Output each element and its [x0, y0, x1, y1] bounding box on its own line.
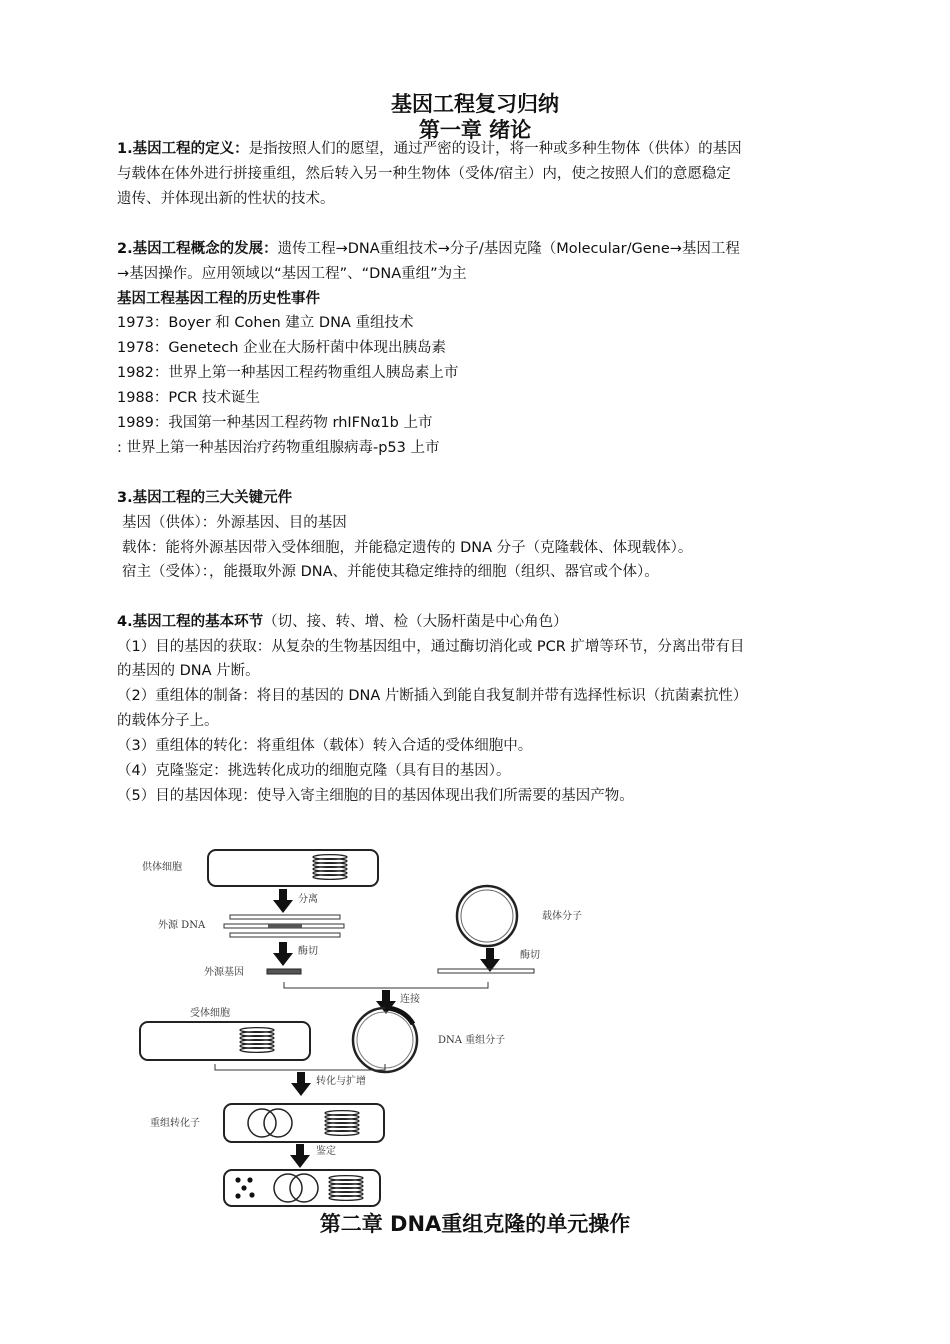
- history-event: 1989：我国第一种基因工程药物 rhIFNα1b 上市: [117, 415, 433, 431]
- plasmid-icon: [290, 1174, 318, 1202]
- s4-heading: 4.基因工程的基本环节: [117, 614, 264, 630]
- doc-title: 基因工程复习归纳: [391, 92, 559, 116]
- s2-text-1: 遗传工程→DNA重组技术→分子/基因克隆（Molecular/Gene→基因工程: [277, 241, 740, 257]
- separate-label: 分离: [298, 894, 318, 905]
- target-gene-segment: [268, 924, 302, 928]
- s4-heading-rest: （切、接、转、增、检（大肠杆菌是中心角色）: [263, 614, 568, 630]
- transformant-label: 重组转化子: [150, 1118, 200, 1129]
- down-arrow-icon: [290, 1144, 310, 1168]
- transform-bracket: [215, 1064, 385, 1070]
- chromosome-icon: [329, 1176, 363, 1201]
- foreign-gene-fragment: [267, 969, 301, 974]
- recipient-cell-label: 受体细胞: [190, 1008, 230, 1019]
- ligation-bracket: [284, 982, 488, 988]
- protein-dot: [235, 1177, 240, 1182]
- s4-line: （3）重组体的转化：将重组体（载体）转入合适的受体细胞中。: [117, 738, 533, 754]
- dna-fragment: [230, 915, 340, 919]
- plasmid-icon: [248, 1109, 276, 1137]
- s4-line: 的载体分子上。: [117, 713, 219, 729]
- identify-label: 鉴定: [316, 1146, 336, 1157]
- transform-label: 转化与扩增: [316, 1076, 366, 1087]
- s1-line-1: [117, 139, 847, 159]
- ligate-label: 连接: [400, 994, 420, 1005]
- history-heading: 基因工程基因工程的历史性事件: [117, 291, 320, 307]
- recombinant-plasmid-inner: [357, 1012, 413, 1068]
- s4-line: （1）目的基因的获取：从复杂的生物基因组中，通过酶切消化或 PCR 扩增等环节，分离出带有目: [117, 639, 745, 655]
- down-arrow-icon: [291, 1072, 311, 1096]
- s2-line-1: [117, 239, 847, 259]
- chapter1-heading: 第一章 绪论: [418, 118, 532, 142]
- history-event: 1982：世界上第一种基因工程药物重组人胰岛素上市: [117, 365, 459, 381]
- s2-line-2: →基因操作。应用领域以“基因工程”、“DNA重组”为主: [117, 266, 467, 282]
- s3-heading: 3.基因工程的三大关键元件: [117, 490, 293, 506]
- protein-dot: [235, 1193, 240, 1198]
- chromosome-icon: [240, 1028, 274, 1053]
- protein-dot: [247, 1177, 252, 1182]
- protein-dot: [249, 1192, 254, 1197]
- s3-item: 载体：能将外源基因带入受体细胞，并能稳定遗传的 DNA 分子（克隆载体、体现载体）。: [122, 540, 693, 556]
- recombinant-label: DNA 重组分子: [438, 1035, 506, 1046]
- s1-text-1: 是指按照人们的愿望，通过严密的设计，将一种或多种生物体（供体）的基因: [248, 141, 742, 157]
- recipient-cell: [140, 1022, 310, 1060]
- chromosome-icon: [313, 855, 347, 880]
- linear-vector: [438, 969, 534, 973]
- s1-line-3: 遗传、并体现出新的性状的技术。: [117, 191, 335, 207]
- s4-line-head: [117, 612, 847, 632]
- plasmid-icon: [274, 1174, 302, 1202]
- down-arrow-icon: [273, 942, 293, 966]
- history-event: : 世界上第一种基因治疗药物重组腺病毒-p53 上市: [117, 440, 440, 456]
- history-event: 1988：PCR 技术诞生: [117, 390, 260, 406]
- s4-line: 的基因的 DNA 片断。: [117, 663, 260, 679]
- s3-item: 基因（供体）：外源基因、目的基因: [122, 515, 347, 531]
- s2-heading: 2.基因工程概念的发展：: [117, 241, 278, 257]
- chromosome-icon: [325, 1111, 359, 1136]
- history-event: 1973：Boyer 和 Cohen 建立 DNA 重组技术: [117, 315, 414, 331]
- vector-plasmid-inner: [461, 890, 513, 942]
- s1-line-2: 与载体在体外进行拼接重组，然后转入另一种生物体（受体/宿主）内，使之按照人们的意愿稳定: [117, 166, 731, 182]
- chapter2-heading: 第二章 DNA重组克隆的单元操作: [319, 1212, 631, 1236]
- foreign-gene-label: 外源基因: [204, 967, 244, 978]
- down-arrow-icon: [273, 889, 293, 913]
- vector-label: 载体分子: [542, 911, 582, 922]
- vector-plasmid: [457, 886, 517, 946]
- gene-cloning-diagram: [120, 836, 640, 1208]
- cut-label-1: 酶切: [298, 946, 318, 957]
- donor-cell-label: 供体细胞: [142, 862, 182, 873]
- plasmid-icon: [264, 1109, 292, 1137]
- donor-cell: [208, 850, 378, 886]
- s4-line: （4）克隆鉴定：挑选转化成功的细胞克隆（具有目的基因）。: [117, 763, 511, 779]
- s3-item: 宿主（受体）：，能摄取外源 DNA、并能使其稳定维持的细胞（组织、器官或个体）。: [122, 564, 659, 580]
- s4-line: （5）目的基因体现：使导入寄主细胞的目的基因体现出我们所需要的基因产物。: [117, 788, 634, 804]
- dna-fragment: [230, 933, 340, 937]
- down-arrow-icon: [480, 948, 500, 972]
- protein-dot: [241, 1185, 246, 1190]
- history-event: 1978：Genetech 企业在大肠杆菌中体现出胰岛素: [117, 340, 447, 356]
- cut-label-2: 酶切: [520, 950, 540, 961]
- s1-heading: 1.基因工程的定义：: [117, 141, 249, 157]
- s4-line: （2）重组体的制备：将目的基因的 DNA 片断插入到能自我复制并带有选择性标识（抗菌素抗性）: [117, 688, 748, 704]
- foreign-dna-label: 外源 DNA: [158, 920, 206, 931]
